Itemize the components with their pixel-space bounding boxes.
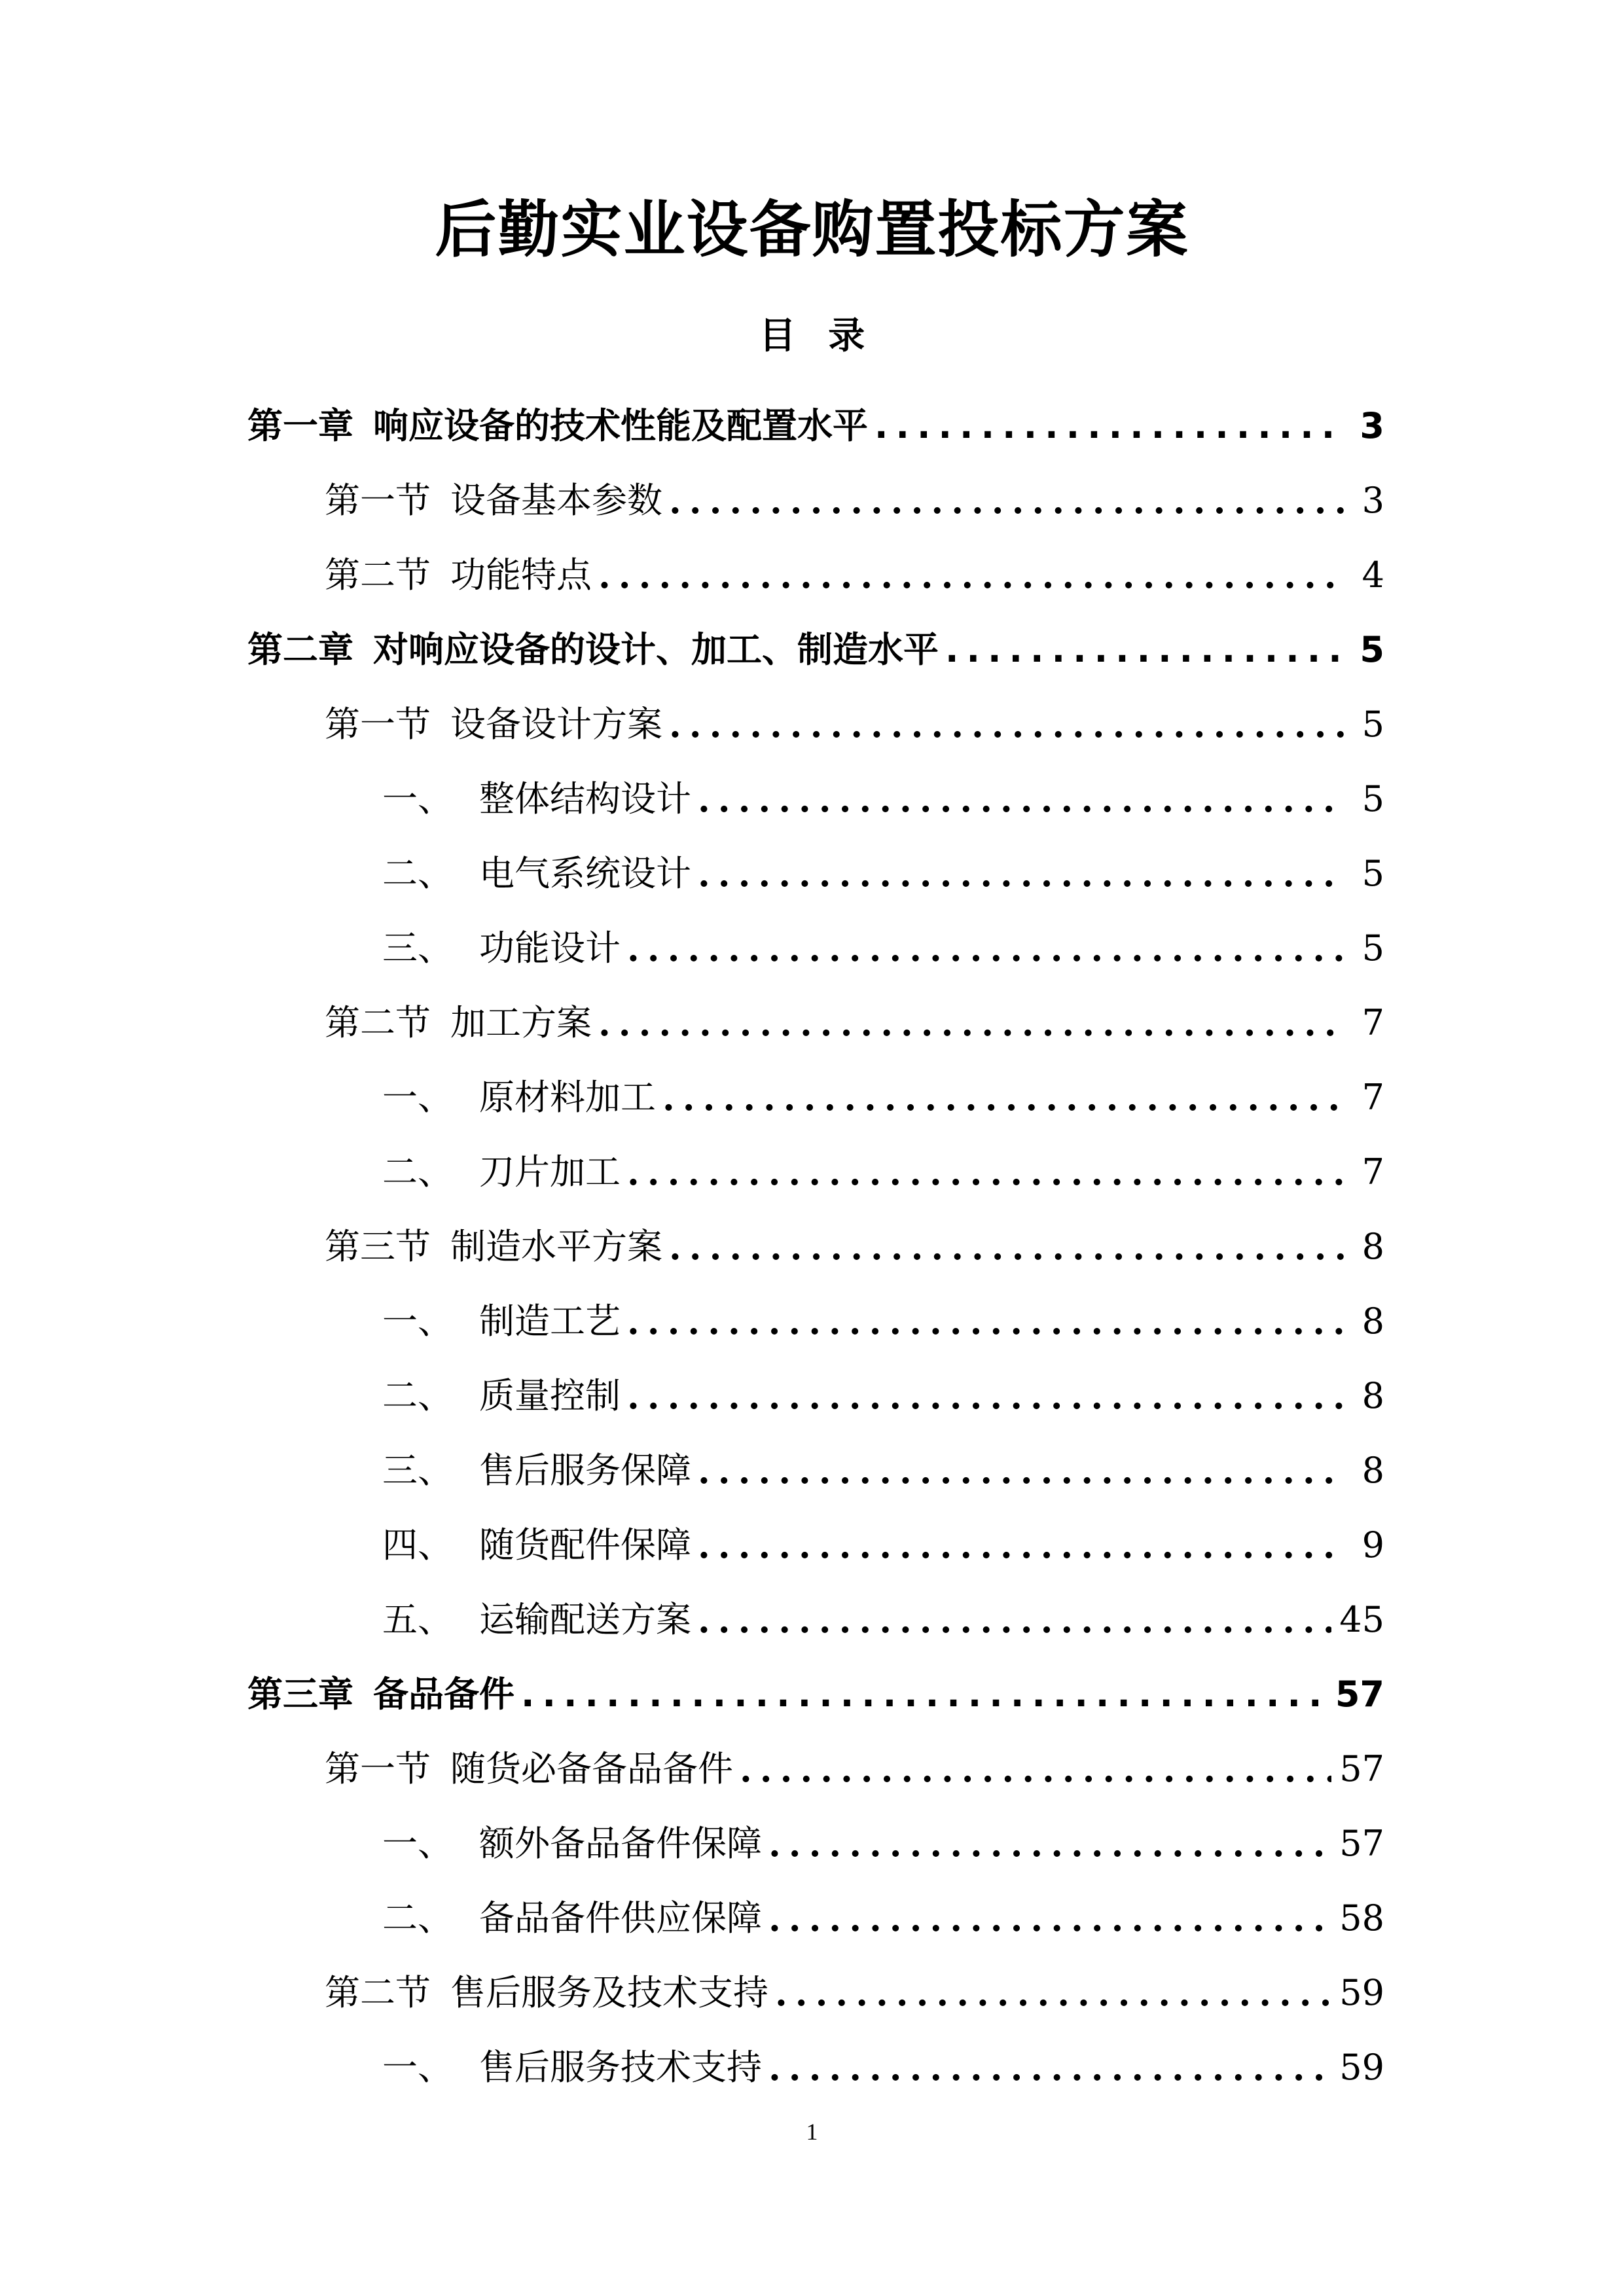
toc-page-number: 59 [1339, 1972, 1384, 2013]
toc-page-number: 5 [1360, 629, 1384, 670]
toc-item-number: 一、 [382, 1300, 453, 1342]
toc-page-number: 7 [1362, 1077, 1384, 1118]
toc-chapter-1[interactable] [0, 389, 1624, 463]
toc-entry-label: 功能设计 [479, 927, 621, 969]
toc-section-number: 第一节 [325, 704, 431, 745]
toc-entry-label: 电气系统设计 [479, 853, 691, 894]
toc-item-number: 一、 [382, 1823, 453, 1864]
toc-item-number: 二、 [382, 1375, 453, 1416]
toc-item-number: 一、 [382, 778, 453, 819]
toc-entry-label: 对响应设备的设计、加工、制造水平 [373, 629, 939, 670]
toc-entry-label: 运输配送方案 [479, 1599, 691, 1640]
toc-dot-leader [768, 2045, 1331, 2090]
toc-entry-label: 功能特点 [450, 554, 592, 596]
toc-page-number: 8 [1362, 1375, 1384, 1416]
toc-item-number: 一、 [382, 2047, 453, 2088]
toc-entry-label: 设备基本参数 [450, 480, 662, 521]
toc-entry-label: 随货配件保障 [479, 1524, 691, 1566]
toc-dot-leader [945, 627, 1344, 673]
toc-page-number: 9 [1362, 1524, 1384, 1566]
toc-subsection[interactable] [0, 1881, 1624, 1956]
toc-dot-leader [627, 1149, 1344, 1195]
table-of-contents [0, 389, 1624, 2105]
toc-entry-label: 售后服务及技术支持 [450, 1972, 768, 2013]
toc-dot-leader [768, 1895, 1331, 1941]
toc-entry-label: 制造工艺 [479, 1300, 621, 1342]
toc-item-number: 二、 [382, 1897, 453, 1939]
toc-dot-leader [740, 1746, 1331, 1792]
toc-page-number: 3 [1360, 405, 1384, 446]
toc-section[interactable] [0, 986, 1624, 1060]
toc-entry-label: 售后服务保障 [479, 1450, 691, 1491]
toc-item-number: 二、 [382, 853, 453, 894]
toc-dot-leader [698, 1448, 1344, 1494]
toc-page-number: 5 [1362, 704, 1384, 745]
toc-subsection[interactable] [0, 1806, 1624, 1881]
toc-page-number: 57 [1335, 1674, 1384, 1715]
toc-page-number: 57 [1339, 1823, 1384, 1864]
toc-chapter-number: 第三章 [247, 1674, 353, 1715]
toc-entry-label: 额外备品备件保障 [479, 1823, 762, 1864]
toc-dot-leader [627, 925, 1344, 971]
toc-page-number: 4 [1362, 554, 1384, 596]
toc-chapter-number: 第二章 [247, 629, 353, 670]
toc-page-number: 7 [1362, 1002, 1384, 1043]
toc-section-number: 第三节 [325, 1226, 431, 1267]
toc-item-number: 四、 [382, 1524, 453, 1566]
toc-page-number: 57 [1339, 1748, 1384, 1789]
toc-dot-leader [521, 1672, 1327, 1717]
toc-dot-leader [698, 1522, 1344, 1568]
toc-page-number: 59 [1339, 2047, 1384, 2088]
toc-heading: 目 录 [759, 315, 865, 357]
toc-subsection[interactable] [0, 1583, 1624, 1657]
toc-page-number: 5 [1362, 853, 1384, 894]
toc-subsection[interactable] [0, 2030, 1624, 2105]
toc-subsection[interactable] [0, 1359, 1624, 1433]
toc-entry-label: 加工方案 [450, 1002, 592, 1043]
toc-dot-leader [662, 1075, 1344, 1121]
toc-dot-leader [627, 1373, 1344, 1419]
toc-dot-leader [698, 851, 1344, 897]
toc-page-number: 8 [1362, 1300, 1384, 1342]
toc-section[interactable] [0, 687, 1624, 762]
toc-entry-label: 备品备件 [373, 1674, 514, 1715]
toc-dot-leader [627, 1299, 1344, 1344]
document-title: 后勤实业设备购置投标方案 [435, 194, 1189, 266]
toc-dot-leader [698, 776, 1344, 822]
toc-item-number: 五、 [382, 1599, 453, 1640]
toc-item-number: 三、 [382, 927, 453, 969]
toc-entry-label: 原材料加工 [479, 1077, 656, 1118]
toc-section[interactable] [0, 1956, 1624, 2030]
toc-entry-label: 随货必备备品备件 [450, 1748, 733, 1789]
toc-section[interactable] [0, 538, 1624, 613]
toc-chapter-number: 第一章 [247, 405, 353, 446]
toc-entry-label: 备品备件供应保障 [479, 1897, 762, 1939]
toc-entry-label: 刀片加工 [479, 1151, 621, 1193]
page-number: 1 [806, 2119, 818, 2145]
toc-dot-leader [598, 1000, 1344, 1046]
toc-entry-label: 响应设备的技术性能及配置水平 [373, 405, 868, 446]
toc-item-number: 二、 [382, 1151, 453, 1193]
toc-page-number: 45 [1339, 1599, 1384, 1640]
toc-page-number: 5 [1362, 778, 1384, 819]
toc-dot-leader [698, 1597, 1331, 1643]
toc-subsection[interactable] [0, 911, 1624, 986]
toc-page-number: 7 [1362, 1151, 1384, 1193]
toc-subsection[interactable] [0, 1060, 1624, 1135]
toc-section[interactable] [0, 1732, 1624, 1806]
toc-subsection[interactable] [0, 1284, 1624, 1359]
toc-dot-leader [875, 403, 1344, 449]
toc-entry-label: 售后服务技术支持 [479, 2047, 762, 2088]
toc-page-number: 3 [1362, 480, 1384, 521]
toc-chapter-2[interactable] [0, 613, 1624, 687]
toc-subsection[interactable] [0, 1135, 1624, 1210]
toc-entry-label: 整体结构设计 [479, 778, 691, 819]
toc-entry-label: 制造水平方案 [450, 1226, 662, 1267]
toc-dot-leader [669, 1224, 1344, 1270]
toc-entry-label: 质量控制 [479, 1375, 621, 1416]
toc-subsection[interactable] [0, 762, 1624, 836]
toc-dot-leader [775, 1970, 1331, 2016]
toc-page-number: 5 [1362, 927, 1384, 969]
toc-section-number: 第二节 [325, 1002, 431, 1043]
toc-section[interactable] [0, 1210, 1624, 1284]
toc-dot-leader [598, 552, 1344, 598]
toc-section-number: 第一节 [325, 1748, 431, 1789]
toc-subsection[interactable] [0, 1508, 1624, 1583]
toc-item-number: 三、 [382, 1450, 453, 1491]
toc-subsection[interactable] [0, 1433, 1624, 1508]
toc-section-number: 第一节 [325, 480, 431, 521]
toc-entry-label: 设备设计方案 [450, 704, 662, 745]
toc-section-number: 第二节 [325, 554, 431, 596]
toc-dot-leader [669, 702, 1344, 747]
toc-page-number: 8 [1362, 1450, 1384, 1491]
toc-page-number: 58 [1339, 1897, 1384, 1939]
toc-section-number: 第二节 [325, 1972, 431, 2013]
toc-subsection[interactable] [0, 836, 1624, 911]
toc-page-number: 8 [1362, 1226, 1384, 1267]
toc-chapter-3[interactable] [0, 1657, 1624, 1732]
toc-item-number: 一、 [382, 1077, 453, 1118]
toc-dot-leader [768, 1821, 1331, 1867]
toc-section[interactable] [0, 463, 1624, 538]
toc-dot-leader [669, 478, 1344, 524]
